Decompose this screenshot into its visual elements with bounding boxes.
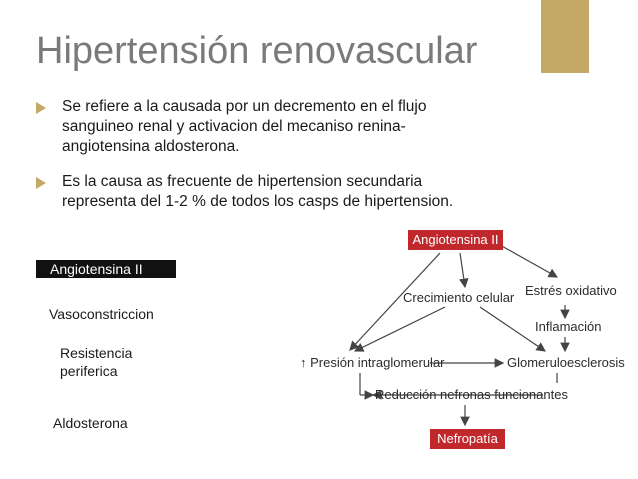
node-estres: Estrés oxidativo [525, 283, 617, 298]
slide-title: Hipertensión renovascular [36, 30, 478, 72]
node-reduccion: Reducción nefronas funcionantes [375, 387, 568, 402]
node-inflamacion: Inflamación [535, 319, 602, 334]
node-glomerulo: Glomeruloesclerosis [507, 355, 625, 370]
bullet-arrow-icon [36, 177, 46, 189]
arrow-crecimiento-presion [355, 307, 445, 351]
bullet-text-2: Es la causa as frecuente de hipertension secundaria representa del 1-2 % de todos los casps de hipertension. [62, 173, 454, 210]
arrow-angio-crecimiento [460, 253, 465, 287]
node-presion: ↑ Presión intraglomerular [300, 355, 445, 370]
side-label-vasoconstriccion: Vasoconstriccion [49, 306, 154, 322]
side-label-angiotensina: Angiotensina II [36, 260, 176, 278]
bullet-text-1: Se refiere a la causada por un decremento en el flujo sanguineo renal y activacion del mecaniso renina-angiotensina aldosterona. [62, 98, 427, 155]
side-label-aldosterona: Aldosterona [53, 415, 128, 431]
side-label-resistencia: Resistencia periferica [60, 345, 133, 379]
angiotensina-box: Angiotensina II [408, 230, 503, 250]
nefropatia-box: Nefropatía [430, 429, 505, 449]
arrow-angio-estres [500, 245, 557, 277]
bullet-arrow-icon [36, 102, 46, 114]
pathophysiology-diagram [295, 225, 625, 475]
bullet-item-2 [36, 172, 486, 212]
bullet-item-1 [36, 97, 486, 157]
accent-bar [541, 0, 589, 73]
node-crecimiento: Crecimiento celular [403, 290, 515, 305]
